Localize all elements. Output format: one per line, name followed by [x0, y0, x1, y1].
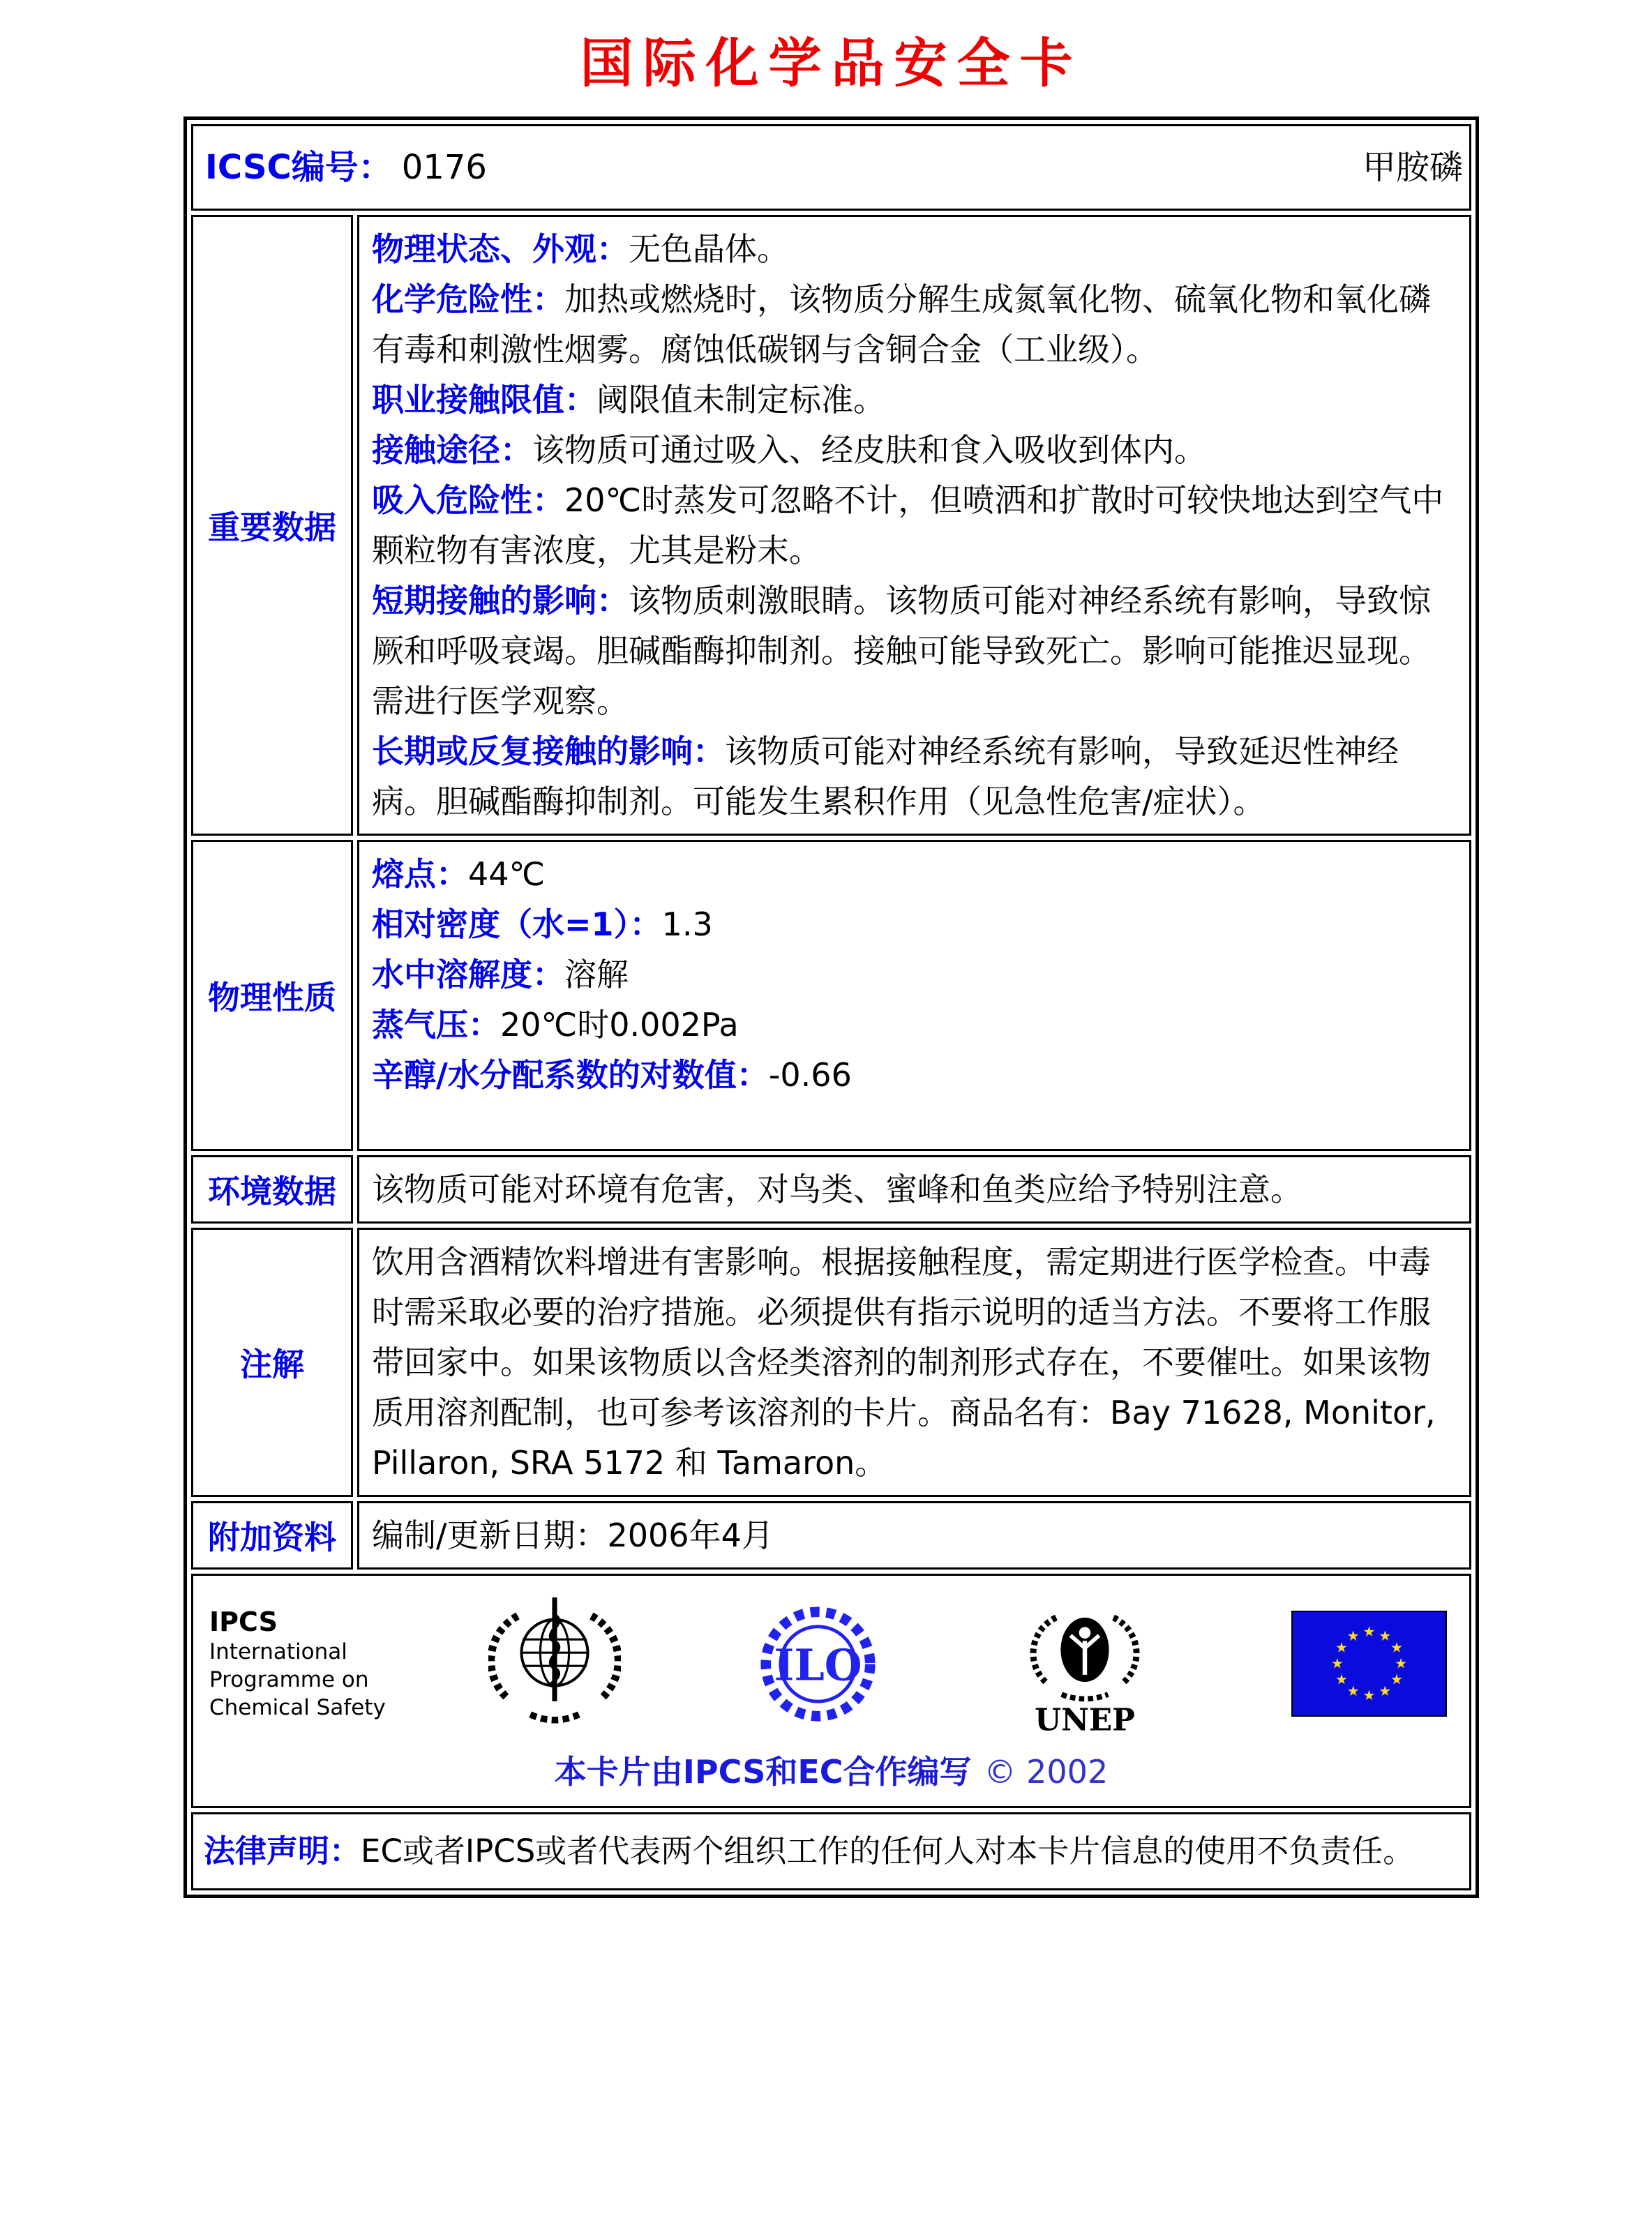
icsc-number-group: [205, 146, 487, 188]
physical-item: [372, 1000, 1457, 1050]
unep-logo-text: UNEP: [1035, 1701, 1135, 1736]
item-text: 该物质可通过吸入、经皮肤和食入吸收到体内。: [532, 431, 1206, 469]
item-text: -0.66: [768, 1056, 852, 1094]
physical-item: [372, 849, 1457, 899]
physical-item: [372, 899, 1457, 949]
item-label: 相对密度（水=1）：: [372, 905, 662, 943]
legal-label: 法律声明：: [204, 1833, 361, 1869]
item-label: 化学危险性：: [372, 280, 564, 318]
ipcs-line: Chemical Safety: [209, 1695, 386, 1720]
item-label: 吸入危险性：: [372, 481, 564, 519]
legal-cell: [191, 1812, 1471, 1890]
icsc-number-label: ICSC编号：: [205, 148, 392, 187]
physical-properties-label: 物理性质: [191, 840, 353, 1151]
important-item: [372, 274, 1457, 375]
item-text: 阈限值未制定标准。: [596, 381, 885, 419]
notes-text: 饮用含酒精饮料增进有害影响。根据接触程度，需定期进行医学检查。中毒时需采取必要的治疗措施。必须提供有指示说明的适当方法。不要将工作服带回家中。如果该物质以含烃类溶剂的制剂形式存在，不要催吐。如果该物质用溶剂配制，也可参考该溶剂的卡片。商品名有：Bay 71628, Monitor, Pillaron, SRA 5172 和 Tamaron。: [372, 1243, 1436, 1482]
ipcs-text-block: [209, 1606, 398, 1722]
eu-flag-icon: [1291, 1611, 1448, 1717]
item-text: 该物质刺激眼睛。该物质可能对神经系统有影响，导致惊厥和呼吸衰竭。胆碱酯酶抑制剂。接触可能导致死亡。影响可能推迟显现。需进行医学观察。: [372, 582, 1431, 720]
environmental-data-row: [191, 1155, 1471, 1224]
additional-info-label: 附加资料: [191, 1501, 353, 1570]
legal-row: [191, 1812, 1471, 1890]
item-text: 20℃时0.002Pa: [500, 1006, 739, 1044]
who-logo-icon: [488, 1590, 621, 1737]
important-item: [372, 726, 1457, 827]
additional-info-row: [191, 1501, 1471, 1570]
notes-content: [357, 1228, 1471, 1497]
item-text: 溶解: [564, 956, 629, 993]
important-item: [372, 224, 1457, 274]
ilo-logo-text: ILO: [774, 1639, 862, 1690]
additional-info-text: 编制/更新日期：2006年4月: [372, 1517, 774, 1554]
item-text: 1.3: [661, 905, 713, 943]
important-item: [372, 375, 1457, 425]
physical-properties-content: [357, 840, 1471, 1151]
item-text: 20℃时蒸发可忽略不计，但喷洒和扩散时可较快地达到空气中颗粒物有害浓度，尤其是粉末。: [372, 481, 1444, 569]
important-item: [372, 575, 1457, 726]
copyright-year: © 2002: [984, 1753, 1109, 1791]
ilo-logo-icon: [750, 1596, 886, 1732]
item-label: 接触途径：: [372, 431, 532, 469]
cooperation-caption-text: 本卡片由IPCS和EC合作编写: [554, 1753, 972, 1791]
item-label: 物理状态、外观：: [372, 230, 629, 268]
item-label: 长期或反复接触的影响：: [372, 732, 725, 770]
notes-row: [191, 1228, 1471, 1497]
logos-cell: [191, 1574, 1471, 1808]
physical-item: [372, 1050, 1457, 1100]
item-label: 水中溶解度：: [372, 956, 564, 993]
item-text: 加热或燃烧时，该物质分解生成氮氧化物、硫氧化物和氧化磷有毒和刺激性烟雾。腐蚀低碳钢与含铜合金（工业级）。: [372, 280, 1431, 368]
important-item: [372, 425, 1457, 475]
physical-properties-row: [191, 840, 1471, 1151]
page-title: 国际化学品安全卡: [580, 32, 1083, 94]
logos-row: [191, 1574, 1471, 1808]
notes-label: 注解: [191, 1228, 353, 1497]
physical-item: [372, 949, 1457, 1000]
item-text: 44℃: [468, 855, 546, 893]
cooperation-caption: [194, 1747, 1469, 1793]
item-text: 该物质可能对神经系统有影响，导致延迟性神经病。胆碱酯酶抑制剂。可能发生累积作用（见急性危害/症状）。: [372, 732, 1399, 820]
important-data-content: [357, 215, 1471, 836]
unep-logo-icon: [1022, 1593, 1148, 1736]
header-row: [191, 124, 1471, 211]
ipcs-line: International: [209, 1639, 347, 1664]
header-cell: [191, 124, 1471, 211]
environmental-data-text: 该物质可能对环境有危害，对鸟类、蜜峰和鱼类应给予特别注意。: [372, 1171, 1302, 1208]
legal-text: EC或者IPCS或者代表两个组织工作的任何人对本卡片信息的使用不负责任。: [361, 1833, 1415, 1869]
item-label: 蒸气压：: [372, 1006, 500, 1044]
important-item: [372, 475, 1457, 575]
item-text: 无色晶体。: [629, 230, 789, 268]
environmental-data-content: [357, 1155, 1471, 1224]
chemical-name: 甲胺磷: [1362, 148, 1463, 187]
important-data-row: [191, 215, 1471, 836]
icsc-number-value: 0176: [401, 148, 487, 187]
additional-info-content: [357, 1501, 1471, 1570]
important-data-label: 重要数据: [191, 215, 353, 836]
environmental-data-label: 环境数据: [191, 1155, 353, 1224]
item-label: 职业接触限值：: [372, 381, 596, 419]
item-label: 辛醇/水分配系数的对数值：: [372, 1056, 769, 1094]
ipcs-title: IPCS: [209, 1606, 278, 1637]
ipcs-line: Programme on: [209, 1667, 369, 1692]
item-label: 短期接触的影响：: [372, 582, 629, 619]
icsc-card-table: [183, 116, 1479, 1898]
item-label: 熔点：: [372, 855, 468, 893]
